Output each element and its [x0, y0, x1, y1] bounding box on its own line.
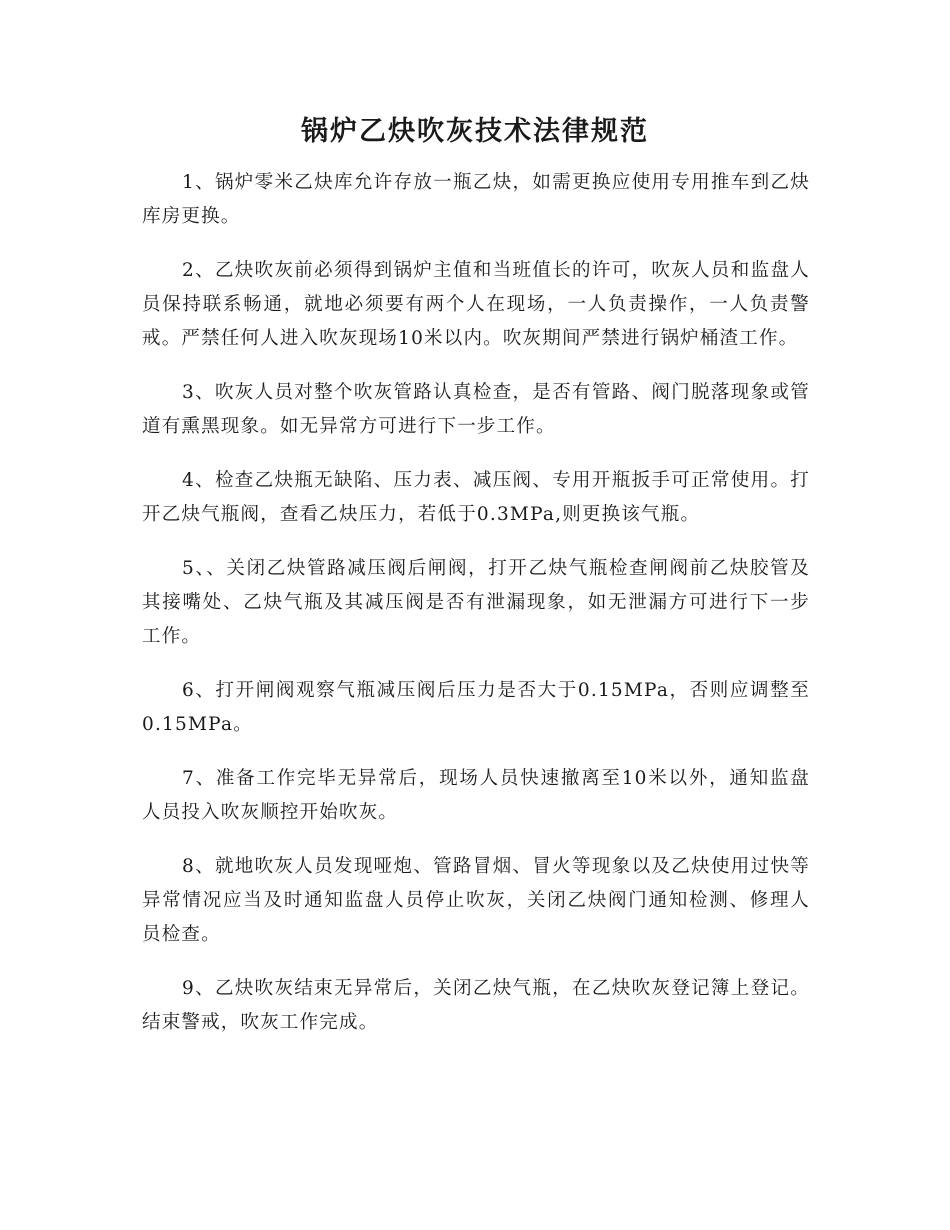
paragraph-4: 4、检查乙炔瓶无缺陷、压力表、减压阀、专用开瓶扳手可正常使用。打开乙炔气瓶阀，查看乙炔压力，若低于0.3MPa,则更换该气瓶。 — [142, 470, 810, 525]
paragraph-2: 2、乙炔吹灰前必须得到锅炉主值和当班值长的许可，吹灰人员和监盘人员保持联系畅通，就地必须要有两个人在现场，一人负责操作，一人负责警戒。严禁任何人进入吹灰现场10米以内。吹灰期间严禁进行锅炉桶渣工作。 — [142, 260, 810, 349]
paragraph-3: 3、吹灰人员对整个吹灰管路认真检查，是否有管路、阀门脱落现象或管道有熏黑现象。如无异常方可进行下一步工作。 — [142, 382, 810, 437]
paragraph-5: 5、、关闭乙炔管路减压阀后闸阀，打开乙炔气瓶检查闸阀前乙炔胶管及其接嘴处、乙炔气瓶及其减压阀是否有泄漏现象，如无泄漏方可进行下一步工作。 — [142, 558, 810, 647]
document-body — [142, 166, 810, 1060]
paragraph-9: 9、乙炔吹灰结束无异常后，关闭乙炔气瓶，在乙炔吹灰登记簿上登记。结束警戒，吹灰工作完成。 — [142, 978, 810, 1033]
paragraph-8: 8、就地吹灰人员发现哑炮、管路冒烟、冒火等现象以及乙炔使用过快等异常情况应当及时通知监盘人员停止吹灰，关闭乙炔阀门通知检测、修理人员检查。 — [142, 856, 810, 945]
document-title: 锅炉乙炔吹灰技术法律规范 — [301, 116, 649, 147]
paragraph-1: 1、锅炉零米乙炔库允许存放一瓶乙炔，如需更换应使用专用推车到乙炔库房更换。 — [142, 172, 810, 227]
paragraph-6: 6、打开闸阀观察气瓶减压阀后压力是否大于0.15MPa，否则应调整至0.15MPa。 — [142, 680, 810, 735]
paragraph-7: 7、准备工作完毕无异常后，现场人员快速撤离至10米以外，通知监盘人员投入吹灰顺控开始吹灰。 — [142, 768, 810, 823]
